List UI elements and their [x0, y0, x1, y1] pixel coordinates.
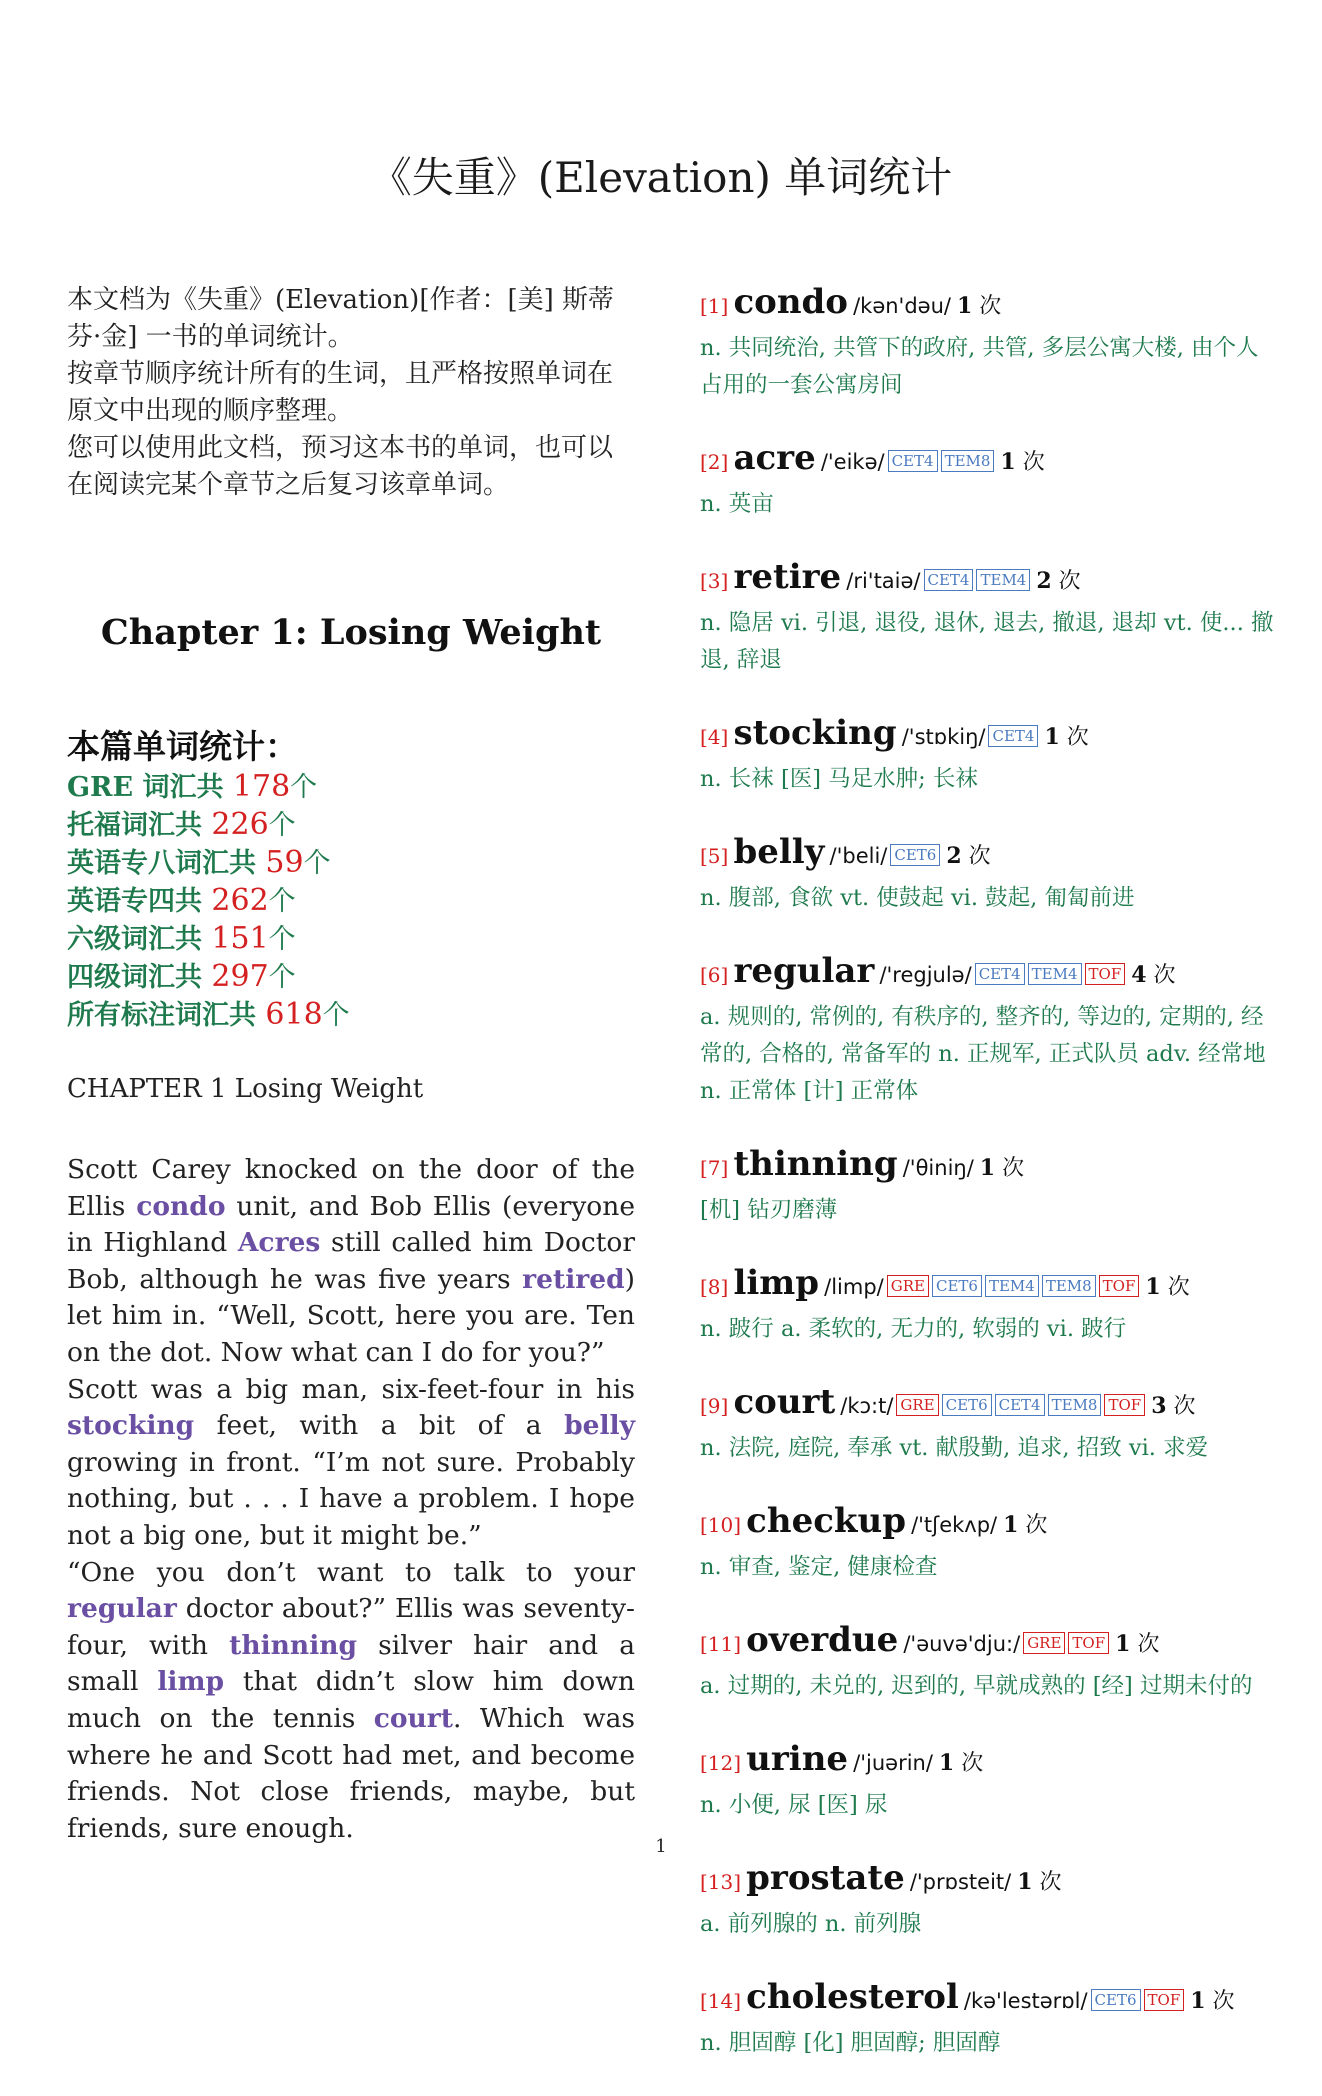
page-number: 1	[655, 1836, 667, 1857]
entry-definition: a. 前列腺的 n. 前列腺	[700, 1911, 922, 1937]
vocab-entry	[700, 1977, 1275, 2062]
vocab-entry	[700, 1739, 1275, 1824]
entry-word: regular	[733, 951, 875, 991]
entry-word: cholesterol	[746, 1977, 959, 2017]
stat-line	[67, 996, 635, 1034]
exam-tag: CET6	[932, 1275, 982, 1297]
entry-count-unit: 次	[1018, 1513, 1048, 1538]
passage-text: Scott Carey knocked on the door of the Ellis	[67, 1154, 635, 1222]
entry-phonetic: /'stɒkiŋ/	[901, 725, 986, 749]
chapter-label: CHAPTER 1 Losing Weight	[67, 1074, 424, 1104]
exam-tag: TOF	[1068, 1632, 1109, 1654]
vocab-entry-head	[700, 951, 1275, 997]
vocab-entry	[700, 832, 1275, 917]
vocab-entry-head	[700, 1263, 1275, 1309]
highlighted-word: Acres	[237, 1227, 321, 1259]
vocab-entry	[700, 282, 1275, 404]
passage-text: silver hair and a small	[67, 1629, 635, 1698]
exam-tag: CET4	[975, 963, 1025, 985]
entry-count	[1131, 963, 1175, 988]
entry-count-unit: 次	[1051, 569, 1081, 594]
exam-tag: TOF	[1144, 1989, 1185, 2011]
exam-tag: TEM4	[976, 569, 1030, 591]
entry-index: [14]	[700, 1989, 742, 2013]
vocab-entry-head	[700, 832, 1275, 878]
entry-definition: n. 共同统治, 共管下的政府, 共管, 多层公寓大楼, 由个人占用的一套公寓房间	[700, 335, 1259, 398]
entry-index: [4]	[700, 725, 729, 749]
stat-label: 六级词汇共	[67, 924, 212, 955]
stat-line	[67, 844, 635, 882]
entry-count	[1190, 1989, 1234, 2014]
stat-line	[67, 768, 635, 806]
entry-definition: n. 腹部, 食欲 vt. 使鼓起 vi. 鼓起, 匍匐前进	[700, 885, 1135, 911]
stat-unit: 个	[268, 810, 296, 841]
entry-definition: n. 英亩	[700, 491, 774, 517]
exam-tag: CET4	[988, 725, 1038, 747]
stat-label: 四级词汇共	[67, 962, 212, 993]
entry-index: [10]	[700, 1513, 742, 1537]
vocab-entry-head	[700, 282, 1275, 328]
vocab-entry	[700, 951, 1275, 1110]
entry-count-number: 1	[979, 1155, 996, 1181]
intro-paragraph: 按章节顺序统计所有的生词，且严格按照单词在原文中出现的顺序整理。	[67, 359, 614, 426]
entry-word: court	[733, 1382, 836, 1422]
entry-count-unit: 次	[1146, 963, 1176, 988]
vocab-entry-head	[700, 1739, 1275, 1785]
stat-unit: 个	[268, 962, 296, 993]
stat-count: 262	[211, 883, 269, 918]
entry-count	[1036, 569, 1080, 594]
entry-count-unit: 次	[961, 844, 991, 869]
vocab-entry-head	[700, 1382, 1275, 1428]
highlighted-word: thinning	[229, 1629, 358, 1661]
entry-index: [9]	[700, 1394, 729, 1418]
entry-phonetic: /'prɒsteit/	[909, 1870, 1012, 1894]
entry-count-unit: 次	[972, 294, 1002, 319]
passage-text: that didn’t slow him down much on the tennis	[67, 1666, 635, 1734]
passage-text: still called him Doctor Bob, although he was five years	[67, 1227, 636, 1295]
stat-line	[67, 920, 635, 958]
entry-index: [6]	[700, 963, 729, 987]
vocab-entry-head	[700, 1620, 1275, 1666]
entry-count-unit: 次	[954, 1751, 984, 1776]
stats-title: 本篇单词统计：	[67, 727, 298, 766]
stat-label: 托福词汇共	[67, 810, 212, 841]
entry-count-number: 1	[1000, 449, 1016, 475]
entry-count	[946, 844, 990, 869]
entry-count-unit: 次	[1205, 1989, 1235, 2014]
entry-count	[1151, 1394, 1195, 1419]
exam-tag: GRE	[1023, 1632, 1065, 1654]
highlighted-word: regular	[67, 1593, 177, 1625]
entry-index: [7]	[700, 1156, 729, 1180]
stat-unit: 个	[268, 924, 296, 955]
entry-definition: a. 规则的, 常例的, 有秩序的, 整齐的, 等边的, 定期的, 经常的, 合格的, 常备军的 n. 正规军, 正式队员 adv. 经常地 n. 正常体 [计] 正常体	[700, 1004, 1266, 1104]
vocab-entry-head	[700, 438, 1275, 484]
entry-count-unit: 次	[1130, 1632, 1160, 1657]
stat-unit: 个	[322, 1000, 350, 1031]
stat-line	[67, 806, 635, 844]
entry-count-number: 1	[1190, 1988, 1206, 2014]
stat-line	[67, 882, 635, 920]
highlighted-word: stocking	[67, 1410, 195, 1442]
exam-tag: CET4	[888, 450, 938, 472]
entry-count-number: 2	[946, 843, 962, 869]
intro-text	[67, 282, 635, 504]
exam-tag: TOF	[1085, 963, 1126, 985]
vocab-entry	[700, 1382, 1275, 1467]
entry-phonetic: /'θiniŋ/	[902, 1156, 974, 1180]
entry-index: [8]	[700, 1275, 729, 1299]
vocab-entry	[700, 1501, 1275, 1586]
entry-index: [11]	[700, 1632, 742, 1656]
entry-count-number: 1	[1044, 724, 1060, 750]
vocab-entry-head	[700, 1501, 1275, 1547]
highlighted-word: condo	[136, 1190, 226, 1222]
entry-count-number: 1	[956, 293, 973, 319]
entry-definition: n. 审查, 鉴定, 健康检查	[700, 1554, 938, 1580]
intro-paragraph: 本文档为《失重》(Elevation)[作者：[美] 斯蒂芬·金] 一书的单词统计。	[67, 285, 615, 352]
vocab-entry	[700, 1263, 1275, 1348]
document-title: 《失重》(Elevation) 单词统计	[369, 153, 953, 202]
passage-text: “One you don’t want to talk to your	[67, 1556, 635, 1588]
entry-index: [3]	[700, 569, 729, 593]
exam-tag: GRE	[887, 1275, 929, 1297]
entry-count	[957, 294, 1001, 319]
exam-tag: CET6	[942, 1394, 992, 1416]
stat-unit: 个	[268, 886, 296, 917]
entry-count-unit: 次	[1160, 1275, 1190, 1300]
stat-count: 618	[265, 997, 323, 1032]
passage-text: feet, with a bit of a	[194, 1410, 565, 1442]
passage-text: growing in front. “I’m not sure. Probably nothing, but . . . I have a problem. I hope not a big one, but it might be.”	[67, 1446, 635, 1551]
entry-count-number: 1	[1115, 1631, 1131, 1657]
entry-count	[1115, 1632, 1159, 1657]
exam-tag: TEM8	[941, 450, 995, 472]
stat-label: 英语专八词汇共	[67, 848, 266, 879]
entry-count-unit: 次	[995, 1156, 1025, 1181]
entry-phonetic: /'beli/	[829, 844, 888, 868]
entry-word: condo	[733, 282, 848, 322]
stat-count: 151	[211, 921, 269, 956]
entry-definition: a. 过期的, 未兑的, 迟到的, 早就成熟的 [经] 过期未付的	[700, 1673, 1253, 1699]
entry-word: thinning	[733, 1144, 898, 1184]
entry-count-number: 1	[1017, 1869, 1033, 1895]
intro-paragraph: 您可以使用此文档，预习这本书的单词，也可以在阅读完某个章节之后复习该章单词。	[67, 433, 614, 500]
passage-text: ) let him in. “Well, Scott, here you are. Ten on the dot. Now what can I do for you?”	[67, 1263, 635, 1368]
highlighted-word: court	[373, 1702, 453, 1734]
entry-count-unit: 次	[1032, 1870, 1062, 1895]
stat-line	[67, 958, 635, 996]
entry-word: retire	[733, 557, 842, 597]
exam-tag: CET4	[924, 569, 974, 591]
entry-count-number: 1	[938, 1750, 955, 1776]
exam-tag: CET6	[1091, 1989, 1141, 2011]
chapter-heading: Chapter 1: Losing Weight	[100, 612, 602, 653]
entry-phonetic: /kən'dəu/	[853, 294, 951, 318]
entry-count-number: 1	[1003, 1512, 1019, 1538]
entry-count-number: 4	[1131, 962, 1147, 988]
entry-index: [1]	[700, 294, 729, 318]
highlighted-word: belly	[564, 1410, 635, 1442]
entry-count-unit: 次	[1015, 450, 1045, 475]
exam-tag: CET6	[890, 844, 940, 866]
stats-list	[67, 768, 635, 1034]
entry-index: [2]	[700, 450, 729, 474]
entry-count	[1000, 450, 1044, 475]
entry-count	[1003, 1513, 1047, 1538]
entry-count	[1017, 1870, 1061, 1895]
entry-count-number: 2	[1036, 568, 1052, 594]
exam-tag: TEM8	[1042, 1275, 1096, 1297]
entry-word: prostate	[746, 1858, 905, 1898]
entry-phonetic: /'tʃekʌp/	[911, 1513, 998, 1537]
entry-phonetic: /'əuvə'dju:/	[903, 1632, 1021, 1656]
entry-count-unit: 次	[1166, 1394, 1196, 1419]
entry-count	[1044, 725, 1088, 750]
stat-label: 英语专四共	[67, 886, 212, 917]
entry-definition: n. 胆固醇 [化] 胆固醇; 胆固醇	[700, 2030, 1001, 2056]
entry-word: stocking	[733, 713, 897, 753]
entry-definition: [机] 钻刃磨薄	[700, 1197, 838, 1223]
stat-label: GRE 词汇共	[67, 772, 233, 803]
entry-index: [5]	[700, 844, 729, 868]
vocab-entry-head	[700, 713, 1275, 759]
entry-definition: n. 长袜 [医] 马足水肿; 长袜	[700, 766, 978, 792]
vocabulary-list	[700, 282, 1275, 2096]
entry-word: urine	[746, 1739, 849, 1779]
stat-count: 297	[211, 959, 269, 994]
vocab-entry-head	[700, 1858, 1275, 1904]
vocab-entry	[700, 557, 1275, 679]
entry-count	[1145, 1275, 1189, 1300]
passage-text: doctor about?” Ellis was seventy-four, with	[67, 1593, 635, 1661]
passage-text: . Which was where he and Scott had met, and become friends. Not close friends, maybe, but friends, sure enough.	[67, 1702, 635, 1844]
vocab-entry	[700, 713, 1275, 798]
vocab-entry	[700, 438, 1275, 523]
stat-label: 所有标注词汇共	[67, 1000, 266, 1031]
vocab-entry	[700, 1858, 1275, 1943]
exam-tag: CET4	[995, 1394, 1045, 1416]
entry-definition: n. 跛行 a. 柔软的, 无力的, 软弱的 vi. 跛行	[700, 1316, 1127, 1342]
highlighted-word: limp	[157, 1666, 225, 1698]
exam-tag: TEM4	[985, 1275, 1039, 1297]
entry-count	[980, 1156, 1024, 1181]
entry-phonetic: /ri'taiə/	[846, 569, 921, 593]
vocab-entry-head	[700, 1977, 1275, 2023]
exam-tag: TOF	[1104, 1394, 1145, 1416]
entry-phonetic: /kə'lestərɒl/	[963, 1989, 1088, 2013]
stat-count: 226	[211, 807, 269, 842]
entry-count-number: 3	[1151, 1393, 1167, 1419]
entry-word: acre	[733, 438, 816, 478]
exam-tag: TEM4	[1028, 963, 1082, 985]
entry-phonetic: /'regjulə/	[879, 963, 972, 987]
entry-phonetic: /kɔ:t/	[840, 1394, 894, 1418]
story-passage	[67, 1152, 635, 1847]
entry-definition: n. 法院, 庭院, 奉承 vt. 献殷勤, 追求, 招致 vi. 求爱	[700, 1435, 1209, 1461]
stat-unit: 个	[303, 848, 331, 879]
vocab-entry-head	[700, 557, 1275, 603]
entry-index: [13]	[700, 1870, 742, 1894]
entry-word: overdue	[746, 1620, 899, 1660]
entry-phonetic: /'juərin/	[853, 1751, 933, 1775]
exam-tag: TOF	[1099, 1275, 1140, 1297]
entry-count-unit: 次	[1059, 725, 1089, 750]
entry-word: limp	[733, 1263, 820, 1303]
entry-index: [12]	[700, 1751, 742, 1775]
highlighted-word: retired	[522, 1263, 625, 1295]
vocab-entry	[700, 1620, 1275, 1705]
entry-count	[939, 1751, 983, 1776]
entry-phonetic: /'eikə/	[820, 450, 885, 474]
vocab-entry-head	[700, 1144, 1275, 1190]
stat-count: 59	[265, 845, 304, 880]
passage-text: Scott was a big man, six-feet-four in his	[67, 1373, 635, 1405]
exam-tag: GRE	[896, 1394, 938, 1416]
vocab-entry	[700, 1144, 1275, 1229]
entry-word: checkup	[746, 1501, 906, 1541]
entry-count-number: 1	[1145, 1274, 1161, 1300]
stat-unit: 个	[290, 772, 318, 803]
entry-phonetic: /limp/	[824, 1275, 884, 1299]
entry-definition: n. 小便, 尿 [医] 尿	[700, 1792, 888, 1818]
entry-word: belly	[733, 832, 825, 872]
left-column	[67, 282, 635, 1847]
entry-definition: n. 隐居 vi. 引退, 退役, 退休, 退去, 撤退, 退却 vt. 使... 撤退, 辞退	[700, 610, 1274, 673]
passage-text: unit, and Bob Ellis (everyone in Highland	[67, 1190, 635, 1259]
stat-count: 178	[232, 769, 291, 804]
exam-tag: TEM8	[1048, 1394, 1102, 1416]
